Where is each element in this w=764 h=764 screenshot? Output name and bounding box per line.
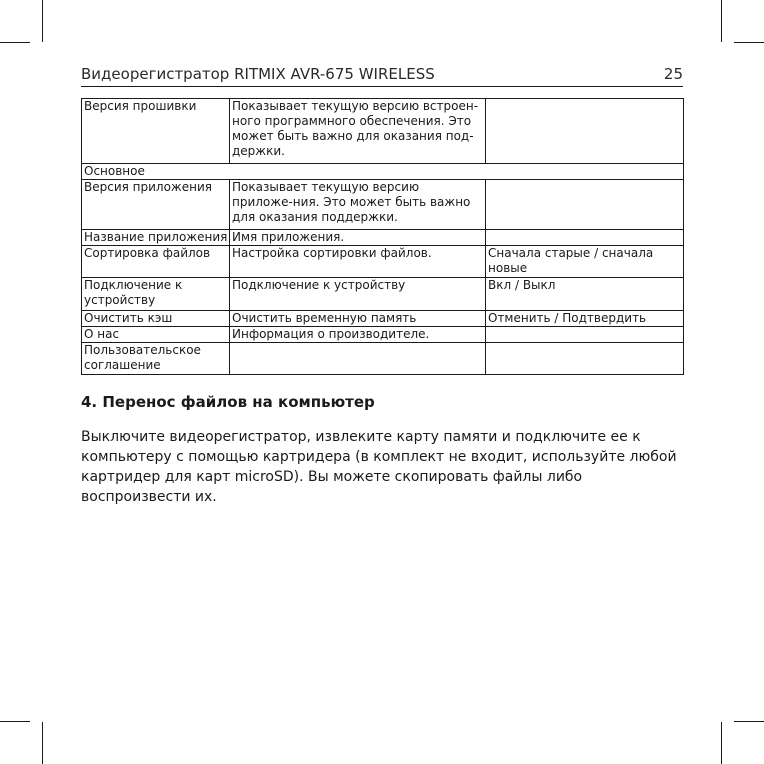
setting-name: Очистить кэш <box>82 311 230 327</box>
table-row-group <box>82 164 684 180</box>
crop-mark <box>734 42 764 43</box>
crop-mark <box>0 721 30 722</box>
table-row <box>82 180 684 230</box>
setting-name: Версия приложения <box>82 180 230 230</box>
setting-description <box>230 343 486 375</box>
setting-values <box>486 180 684 230</box>
setting-values: Отменить / Подтвердить <box>486 311 684 327</box>
setting-description: Показывает текущую версию приложе-ния. Это может быть важно для оказания поддержки. <box>230 180 486 230</box>
table-row <box>82 327 684 343</box>
crop-mark <box>734 721 764 722</box>
setting-description: Очистить временную память <box>230 311 486 327</box>
table-row <box>82 343 684 375</box>
setting-values: Сначала старые / сначала новые <box>486 246 684 278</box>
setting-name: Подключение к устройству <box>82 278 230 311</box>
section-heading: 4. Перенос файлов на компьютер <box>81 393 375 411</box>
crop-mark <box>42 722 43 764</box>
setting-values <box>486 343 684 375</box>
setting-description: Имя приложения. <box>230 230 486 246</box>
setting-name: Версия прошивки <box>82 99 230 164</box>
setting-name: Пользовательское соглашение <box>82 343 230 375</box>
section-paragraph: Выключите видеорегистратор, извлеките карту памяти и подключите ее к компьютеру с помощью картридера (в комплект не входит, используйте любой картридер для карт microSD). Вы можете скопировать файлы либо воспроизвести их. <box>81 429 677 505</box>
page-number: 25 <box>663 65 683 83</box>
setting-description: Показывает текущую версию встроен-ного программного обеспечения. Это может быть важно для оказания под-держки. <box>230 99 486 164</box>
setting-description: Настройка сортировки файлов. <box>230 246 486 278</box>
setting-description: Подключение к устройству <box>230 278 486 311</box>
table-row <box>82 311 684 327</box>
table-row <box>82 230 684 246</box>
setting-description: Информация о производителе. <box>230 327 486 343</box>
group-label: Основное <box>82 164 684 180</box>
table-row <box>82 278 684 311</box>
settings-table <box>81 98 684 375</box>
setting-values: Вкл / Выкл <box>486 278 684 311</box>
page-title: Видеорегистратор RITMIX AVR-675 WIRELESS <box>81 65 435 83</box>
setting-values <box>486 230 684 246</box>
setting-name: О нас <box>82 327 230 343</box>
crop-mark <box>42 0 43 42</box>
table-row <box>82 99 684 164</box>
setting-values <box>486 327 684 343</box>
setting-name: Сортировка файлов <box>82 246 230 278</box>
crop-mark <box>0 42 30 43</box>
table-row <box>82 246 684 278</box>
setting-values <box>486 99 684 164</box>
page-header <box>81 64 683 87</box>
setting-name: Название приложения <box>82 230 230 246</box>
crop-mark <box>721 722 722 764</box>
crop-mark <box>721 0 722 42</box>
